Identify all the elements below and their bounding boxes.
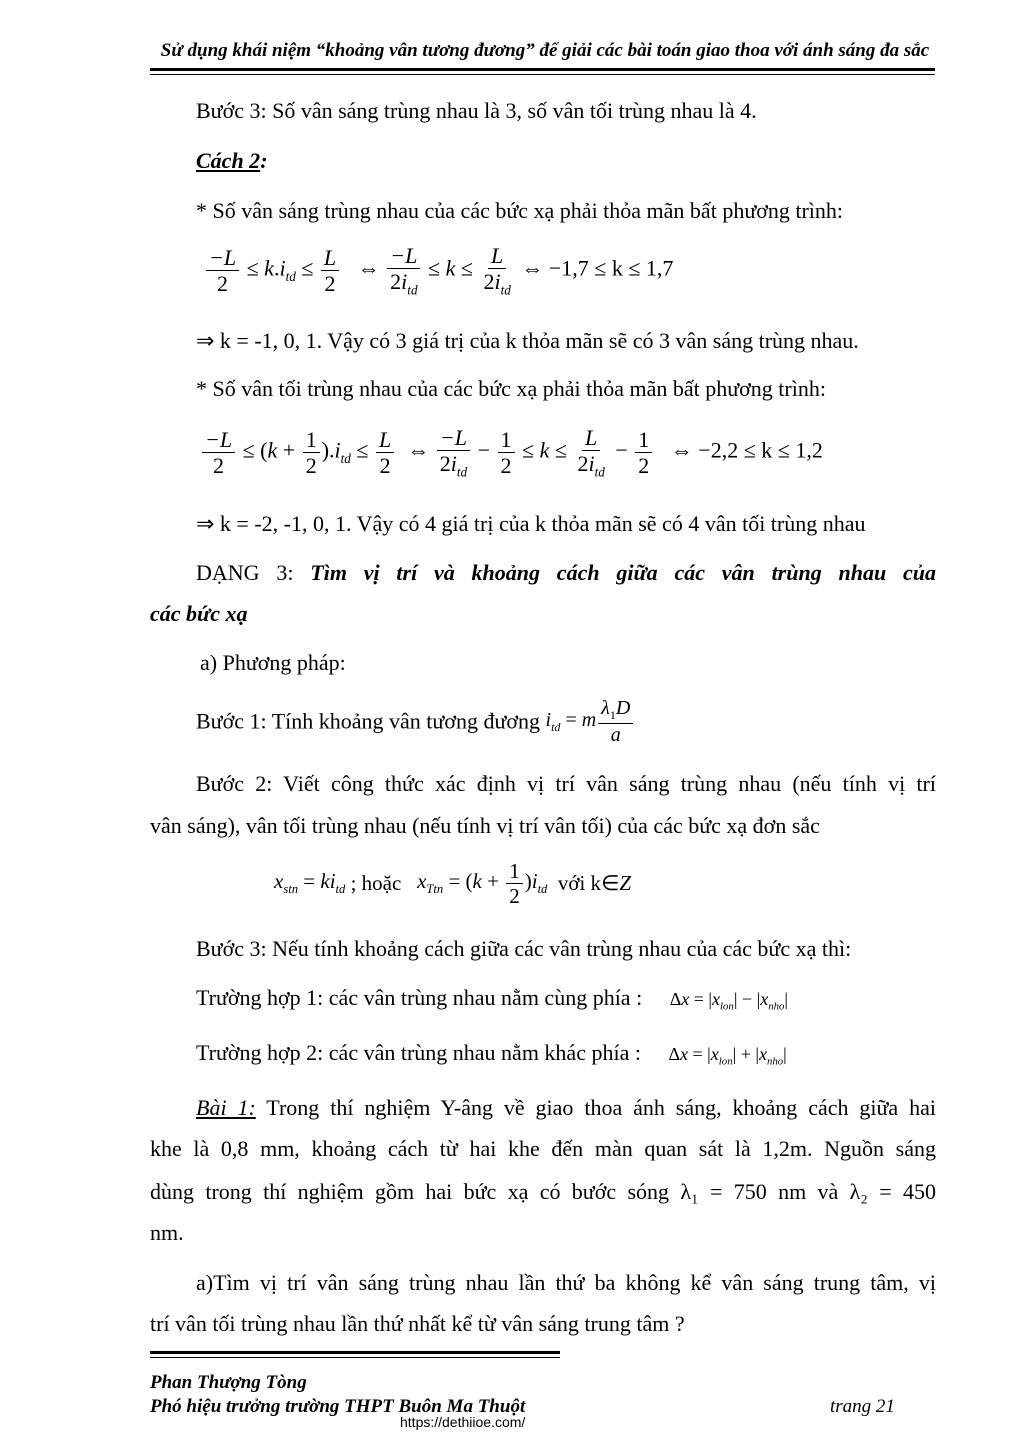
method2-heading <box>196 148 268 174</box>
question-a-line1: a)Tìm vị trí vân sáng trùng nhau lần thứ ba không kể vân sáng trung tâm, vị <box>196 1270 936 1295</box>
dark-range: ⇔ −2,2 ≤ k ≤ 1,2 <box>670 437 823 463</box>
form3-heading <box>196 560 936 586</box>
step2-line1: Bước 2: Viết công thức xác định vị trí vân sáng trùng nhau (nếu tính vị trí <box>196 771 936 796</box>
page-number: trang 21 <box>830 1396 895 1417</box>
question-a-line2: trí vân tối trùng nhau lần thứ nhất kể từ vân sáng trung tâm ? <box>150 1311 685 1336</box>
method2-colon: : <box>260 148 268 173</box>
form3-label: DẠNG 3: <box>196 560 311 585</box>
exercise-line3: dùng trong thí nghiệm gồm hai bức xạ có bước sóng λ₁ = 750 nm và λ₂ = 450 <box>150 1179 936 1204</box>
bright-result: ⇒ k = -1, 0, 1. Vậy có 3 giá trị của k thỏa mãn sẽ có 3 vân sáng trùng nhau. <box>196 328 859 353</box>
footer-rule-thick <box>150 1351 560 1354</box>
step3-result: Bước 3: Số vân sáng trùng nhau là 3, số vân tối trùng nhau là 4. <box>196 98 757 123</box>
exercise-line4: nm. <box>150 1220 184 1245</box>
bright-inequality: $\frac{-L}{2}$ ≤ $k.i_{td}$ ≤ $\frac{L}{2}$ ⇔ $\frac{-L}{2i_{td}}$ ≤ k ≤ $\frac{L}{2i_{td}}$ ⇔ −1,7 ≤ k ≤ 1,7 <box>204 244 673 297</box>
step3-distance: Bước 3: Nếu tính khoảng cách giữa các vân trùng nhau của các bức xạ thì: <box>196 936 852 961</box>
source-url[interactable]: https://dethiioe.com/ <box>400 1414 526 1430</box>
form3-title-1: Tìm vị trí và khoảng cách giữa các vân trùng nhau của <box>310 560 937 585</box>
form3-title-2: các bức xạ <box>150 601 248 626</box>
page-header: Sử dụng khái niệm “khoảng vân tương đương” để giải các bài toán giao thoa với ánh sáng đa sắc <box>160 40 930 61</box>
header-rule-thin <box>150 74 935 75</box>
formula-separator: ; hoặc <box>350 871 402 896</box>
dark-intro: * Số vân tối trùng nhau của các bức xạ phải thỏa mãn bất phương trình: <box>196 376 826 401</box>
bright-intro: * Số vân sáng trùng nhau của các bức xạ phải thỏa mãn bất phương trình: <box>196 198 844 223</box>
method2-label: Cách 2 <box>196 148 261 173</box>
footer-author: Phan Thượng Tòng <box>150 1372 307 1393</box>
header-rule-thick <box>150 68 935 71</box>
exercise-label: Bài 1: <box>196 1095 256 1120</box>
formula-with: với k <box>557 871 602 896</box>
step1-text: Bước 1: Tính khoảng vân tương đương <box>196 708 546 734</box>
case2-formula: $\Delta x = |x_{lon}| + |x_{nho}|$ <box>668 1044 787 1068</box>
case1: Trường hợp 1: các vân trùng nhau nằm cùng phía : $\Delta x = |x_{lon}| - |x_{nho}|$ <box>196 985 788 1013</box>
bright-range: ⇔ −1,7 ≤ k ≤ 1,7 <box>521 255 674 281</box>
step1 <box>196 698 635 746</box>
exercise-line1: Bài 1: Trong thí nghiệm Y-âng về giao thoa ánh sáng, khoảng cách giữa hai <box>196 1095 936 1120</box>
footer-role: Phó hiệu trưởng trường THPT Buôn Ma Thuột <box>150 1396 526 1417</box>
equivalent-fringe-formula: $i_{td} = m$ $\frac{\lambda_1D}{a}$ <box>546 709 636 731</box>
footer-rule-thin <box>150 1357 560 1358</box>
case2: Trường hợp 2: các vân trùng nhau nằm khác phía : $\Delta x = |x_{lon}| + |x_{nho}|$ <box>196 1040 787 1068</box>
dark-inequality: $\frac{-L}{2}$ ≤ (k + $\frac{1}{2}$ )$.i_{td}$ ≤ $\frac{L}{2}$ ⇔ $\frac{-L}{2i_{td}}$ − $\frac{1}{2}$ ≤ k ≤ $\frac{L}{2i_{td}}$ − $\frac{1}{2}$ ⇔ −2,2 ≤ k ≤ 1,2 <box>200 426 823 479</box>
dark-result: ⇒ k = -2, -1, 0, 1. Vậy có 4 giá trị của k thỏa mãn sẽ có 4 vân tối trùng nhau <box>196 511 866 536</box>
method-label: a) Phương pháp: <box>200 650 346 675</box>
position-formulas: $x_{stn} = ki_{td}$ ; hoặc $x_{Ttn} = (k$ + $\frac{1}{2}$ )$i_{td}$ với k∈Z <box>274 859 632 909</box>
exercise-line2: khe là 0,8 mm, khoảng cách từ hai khe đến màn quan sát là 1,2m. Nguồn sáng <box>150 1136 936 1161</box>
case1-formula: $\Delta x = |x_{lon}| - |x_{nho}|$ <box>669 989 788 1013</box>
step2-line2: vân sáng), vân tối trùng nhau (nếu tính vị trí vân tối) của các bức xạ đơn sắc <box>150 813 820 838</box>
